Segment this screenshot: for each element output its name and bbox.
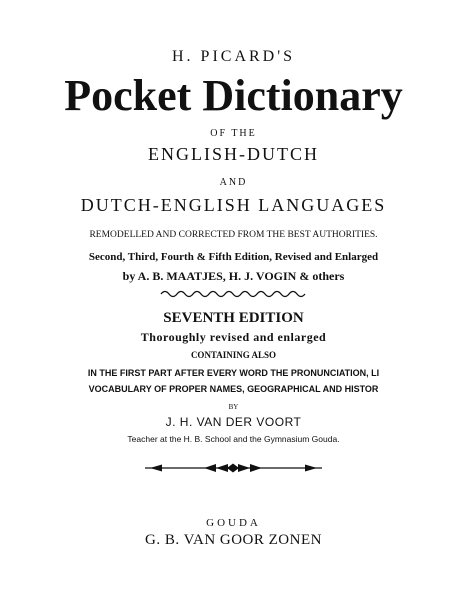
- editions-line: Second, Third, Fourth & Fifth Edition, Revised and Enlarged: [88, 251, 379, 263]
- language-dutch-english: DUTCH-ENGLISH LANGUAGES: [80, 195, 387, 215]
- and-line: AND: [219, 177, 248, 188]
- by-line: BY: [228, 403, 239, 411]
- editors-line: by A. B. MAATJES, H. J. VOGIN & others: [122, 269, 345, 283]
- seventh-edition: SEVENTH EDITION: [163, 310, 304, 326]
- publisher-line: G. B. VAN GOOR ZONEN: [145, 532, 322, 548]
- remodelled-line: REMODELLED AND CORRECTED FROM THE BEST AUTHORITIES.: [89, 230, 378, 240]
- contents-line-2: VOCABULARY OF PROPER NAMES, GEOGRAPHICAL AND HISTOR: [88, 384, 379, 394]
- of-the-line: OF THE: [210, 128, 257, 139]
- language-english-dutch: ENGLISH-DUTCH: [148, 144, 319, 164]
- arrow-rule-ornament: [0, 462, 467, 474]
- revised-line: Thoroughly revised and enlarged: [140, 330, 327, 344]
- reviser-role: Teacher at the H. B. School and the Gymnasium Gouda.: [127, 434, 340, 444]
- reviser-name: J. H. VAN DER VOORT: [165, 415, 302, 429]
- containing-also: CONTAINING ALSO: [190, 350, 277, 360]
- author-line: H. PICARD'S: [171, 48, 295, 65]
- wavy-rule-ornament: [0, 287, 467, 301]
- city-line: GOUDA: [206, 517, 261, 529]
- book-title: Pocket Dictionary: [64, 71, 403, 120]
- contents-line-1: IN THE FIRST PART AFTER EVERY WORD THE PRONUNCIATION, LI: [87, 368, 380, 378]
